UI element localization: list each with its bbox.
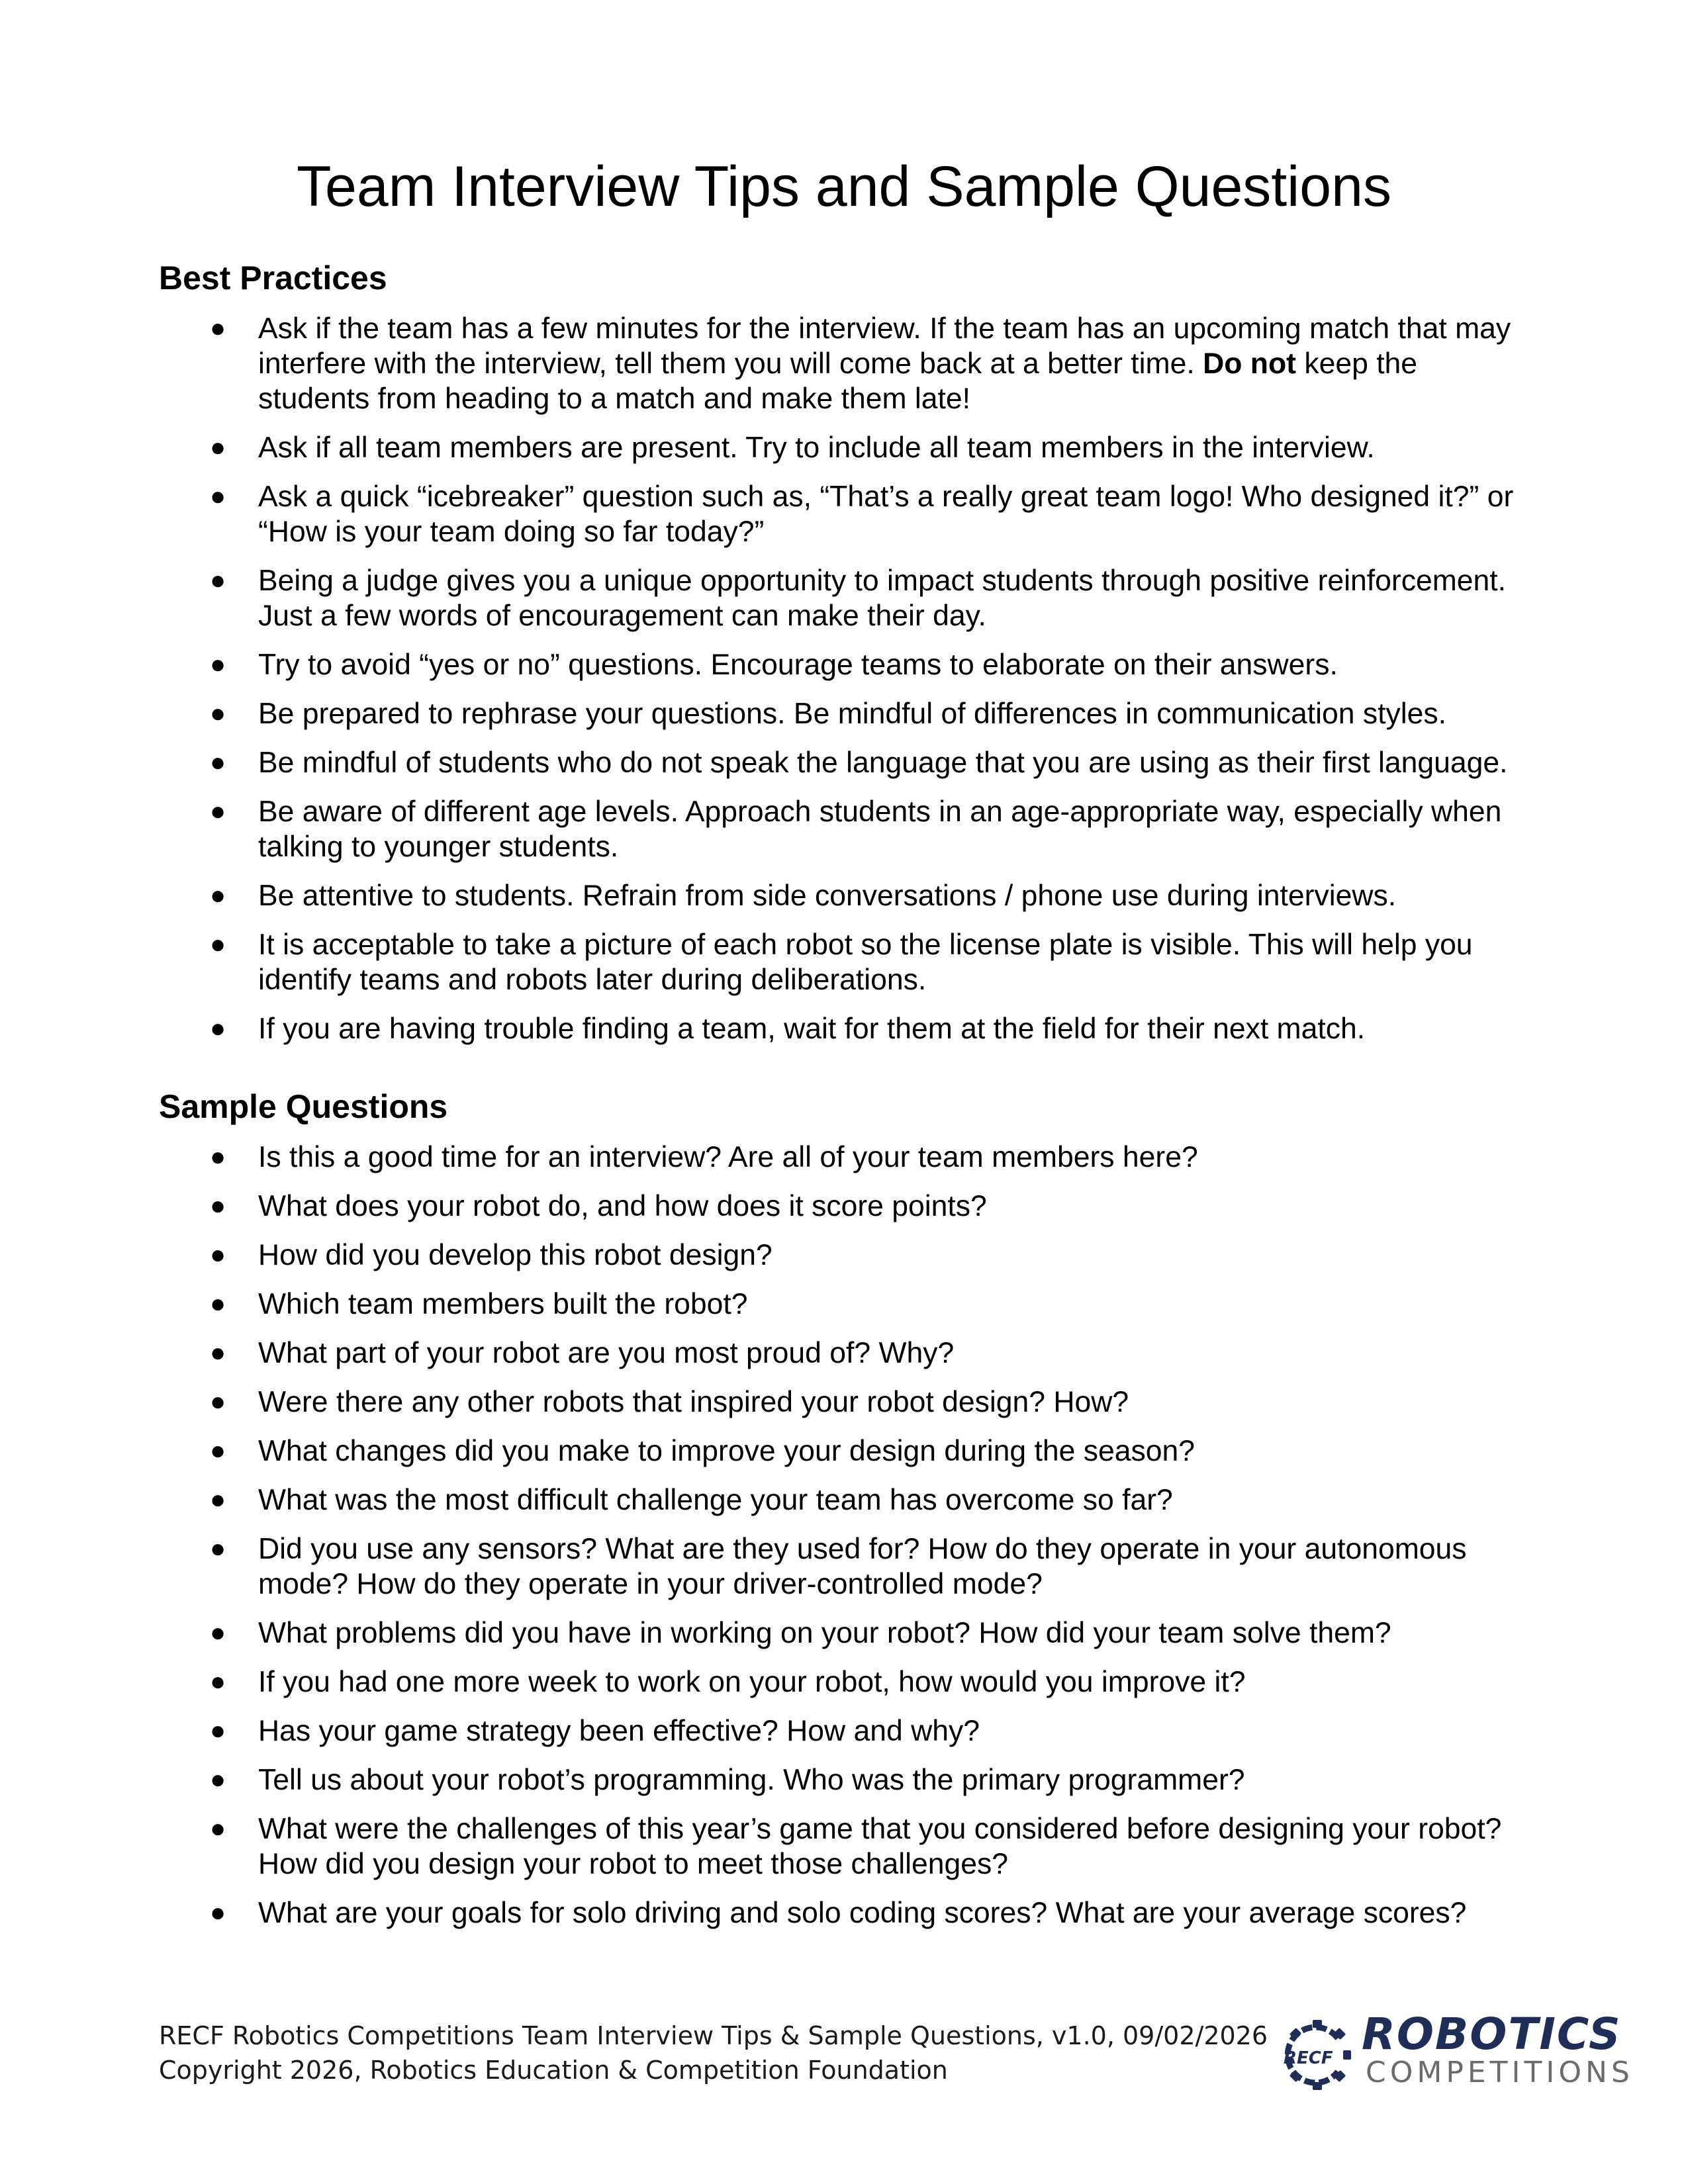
bullet-icon: ● (210, 797, 226, 826)
list-item-text: Has your game strategy been effective? How and why? (258, 1715, 980, 1747)
footer-document-info: RECF Robotics Competitions Team Interview Tips & Sample Questions, v1.0, 09/02/2026 (159, 2021, 1268, 2050)
list-item-text: Tell us about your robot’s programming. Who was the primary programmer? (258, 1764, 1245, 1796)
bullet-icon: ● (210, 482, 226, 511)
list-item (159, 745, 1536, 780)
list-item-text: Be attentive to students. Refrain from side conversations / phone use during interviews. (258, 880, 1397, 912)
bullet-icon: ● (210, 1667, 226, 1696)
list-item-text: Ask if all team members are present. Try to include all team members in the interview. (258, 432, 1375, 464)
bullet-icon: ● (210, 1716, 226, 1745)
list-item-text: Be mindful of students who do not speak the language that you are using as their first language. (258, 747, 1508, 779)
list-item (159, 1336, 1536, 1371)
bullet-icon: ● (210, 699, 226, 728)
list-item (159, 479, 1536, 549)
bullet-icon: ● (210, 1618, 226, 1647)
list-item-text: If you are having trouble finding a team, wait for them at the field for their next match. (258, 1013, 1366, 1045)
bullet-icon: ● (210, 314, 226, 343)
list-item-text: Try to avoid “yes or no” questions. Encourage teams to elaborate on their answers. (258, 649, 1338, 681)
list-item-text: What were the challenges of this year’s game that you considered before designing your robot? How did you design your robot to meet those challenges? (258, 1813, 1502, 1880)
bullet-icon: ● (210, 1485, 226, 1514)
list-item (159, 1615, 1536, 1651)
list-item (159, 794, 1536, 864)
list-item (159, 1531, 1536, 1602)
footer-copyright: Copyright 2026, Robotics Education & Competition Foundation (159, 2056, 948, 2085)
list-item-text: Is this a good time for an interview? Are all of your team members here? (258, 1141, 1198, 1173)
list-item (159, 563, 1536, 633)
bullet-icon: ● (210, 566, 226, 595)
footer (159, 2019, 1268, 2087)
bullet-icon: ● (210, 881, 226, 910)
bullet-icon: ● (210, 1240, 226, 1269)
list-item (159, 1482, 1536, 1518)
bullet-icon: ● (210, 1191, 226, 1220)
bullet-icon: ● (210, 1814, 226, 1843)
robotics-competitions-logo (1281, 2009, 1652, 2093)
list-item-text: Were there any other robots that inspired your robot design? How? (258, 1386, 1129, 1418)
list-item-text: Ask a quick “icebreaker” question such as, “That’s a really great team logo! Who designed it?” or “How is your team doing so far today?” (258, 480, 1514, 548)
list-item-text: What are your goals for solo driving and solo coding scores? What are your average scores? (258, 1897, 1467, 1929)
list-item-text: Which team members built the robot? (258, 1288, 748, 1320)
bullet-icon: ● (210, 1387, 226, 1416)
bullet-icon: ● (210, 1765, 226, 1794)
list-item (159, 1385, 1536, 1420)
logo-mark-text: RECF (1284, 2048, 1333, 2068)
list-item-text: Being a judge gives you a unique opportunity to impact students through positive reinforcement. Just a few words of encouragement can make their day. (258, 565, 1506, 632)
list-item (159, 1664, 1536, 1700)
list-item-text: What part of your robot are you most proud of? Why? (258, 1337, 955, 1369)
list-item-text: What was the most difficult challenge your team has overcome so far? (258, 1484, 1173, 1516)
list-item (159, 1238, 1536, 1273)
list-item (159, 696, 1536, 731)
list-item (159, 430, 1536, 465)
list-item (159, 1140, 1536, 1175)
list-item-text: Ask if the team has a few minutes for the interview. If the team has an upcoming match that may interfere with the interview, tell them you will come back at a better time. (258, 312, 1511, 380)
bullet-icon: ● (210, 1014, 226, 1043)
list-item (159, 1762, 1536, 1797)
bullet-icon: ● (210, 1338, 226, 1367)
bullet-icon: ● (210, 1534, 226, 1563)
best-practices-heading: Best Practices (159, 259, 387, 296)
list-item-emphasis: Do not (1203, 347, 1296, 380)
logo-word-competitions: COMPETITIONS (1366, 2056, 1634, 2089)
list-item (159, 1433, 1536, 1469)
bullet-icon: ● (210, 650, 226, 679)
page-title: Team Interview Tips and Sample Questions (297, 155, 1391, 218)
bullet-icon: ● (210, 748, 226, 777)
bullet-icon: ● (210, 930, 226, 959)
list-item-text: How did you develop this robot design? (258, 1239, 773, 1271)
bullet-icon: ● (210, 1289, 226, 1318)
best-practices-list (159, 311, 1536, 1060)
list-item (159, 647, 1536, 682)
bullet-icon: ● (210, 433, 226, 462)
list-item (159, 1811, 1536, 1882)
bullet-icon: ● (210, 1142, 226, 1171)
list-item-text: What changes did you make to improve your design during the season? (258, 1435, 1195, 1467)
gear-icon (1281, 2019, 1354, 2091)
list-item (159, 878, 1536, 913)
bullet-icon: ● (210, 1436, 226, 1465)
list-item-text: keep the students from heading to a match and make them late! (258, 347, 1418, 415)
list-item (159, 1011, 1536, 1046)
list-item (159, 311, 1536, 416)
sample-questions-list (159, 1140, 1536, 1944)
list-item-text: It is acceptable to take a picture of each robot so the license plate is visible. This will help you identify teams and robots later during deliberations. (258, 929, 1473, 996)
list-item-text: What does your robot do, and how does it score points? (258, 1190, 987, 1222)
list-item-text: If you had one more week to work on your robot, how would you improve it? (258, 1666, 1246, 1698)
list-item-text: Be aware of different age levels. Approach students in an age-appropriate way, especially when talking to younger students. (258, 796, 1502, 863)
list-item (159, 1287, 1536, 1322)
list-item-text: Did you use any sensors? What are they used for? How do they operate in your autonomous mode? How do they operate in your driver-controlled mode? (258, 1533, 1467, 1600)
list-item-text: Be prepared to rephrase your questions. Be mindful of differences in communication styles. (258, 698, 1446, 730)
sample-questions-heading: Sample Questions (159, 1088, 448, 1125)
bullet-icon: ● (210, 1898, 226, 1927)
list-item (159, 1895, 1536, 1931)
list-item (159, 1189, 1536, 1224)
list-item (159, 927, 1536, 997)
logo-word-robotics: ROBOTICS (1362, 2009, 1622, 2060)
list-item-text: What problems did you have in working on your robot? How did your team solve them? (258, 1617, 1391, 1649)
list-item (159, 1713, 1536, 1749)
